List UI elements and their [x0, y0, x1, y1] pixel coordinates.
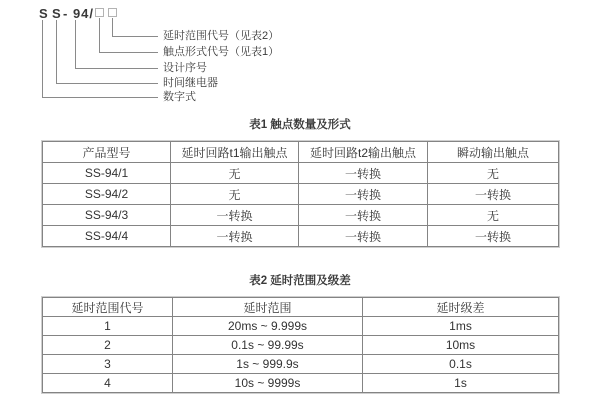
table2-cell: 4 [43, 374, 173, 393]
table1-cell: 一转换 [428, 184, 559, 205]
table1-header-cell: 延时回路t2输出触点 [299, 142, 428, 163]
table2-row [43, 374, 559, 393]
table1-cell: 一转换 [299, 163, 428, 184]
table1-cell: 无 [171, 184, 299, 205]
table2-cell: 10ms [363, 336, 559, 355]
table1-cell: SS-94/3 [43, 205, 171, 226]
model-designation-diagram [0, 0, 600, 110]
table2-cell: 1s ~ 999.9s [173, 355, 363, 374]
table1-header-cell: 延时回路t1输出触点 [171, 142, 299, 163]
table1-cell: 一转换 [171, 226, 299, 247]
table1-row [43, 226, 559, 247]
table2-header-cell: 延时范围 [173, 298, 363, 317]
table2-row [43, 317, 559, 336]
leader-lines [0, 0, 600, 110]
label-time-relay: 时间继电器 [163, 77, 218, 89]
table1-header-cell: 瞬动输出触点 [428, 142, 559, 163]
table2-cell: 10s ~ 9999s [173, 374, 363, 393]
table1-title: 表1 触点数量及形式 [249, 119, 351, 131]
table2-header-cell: 延时级差 [363, 298, 559, 317]
table1-header-row [43, 142, 559, 163]
label-delay-range-code: 延时范围代号（见表2） [163, 30, 280, 42]
table2-cell: 0.1s [363, 355, 559, 374]
table1-row [43, 205, 559, 226]
label-design-serial: 设计序号 [163, 62, 207, 74]
table1-cell: 一转换 [299, 226, 428, 247]
table1-contact-forms [42, 141, 559, 247]
table1-row [43, 163, 559, 184]
table2-cell: 1 [43, 317, 173, 336]
label-digital-type: 数字式 [163, 91, 196, 103]
table1-cell: 一转换 [428, 226, 559, 247]
table1-cell: 一转换 [171, 205, 299, 226]
model-char-digital: S [39, 6, 49, 21]
model-serial-text: - 94/ [63, 6, 95, 21]
table1-cell: 一转换 [299, 184, 428, 205]
table1-cell: SS-94/2 [43, 184, 171, 205]
table2-cell: 3 [43, 355, 173, 374]
table2-title: 表2 延时范围及级差 [249, 275, 351, 287]
table2-cell: 1s [363, 374, 559, 393]
table1-row [43, 184, 559, 205]
table1-header-cell: 产品型号 [43, 142, 171, 163]
table1-cell: 无 [171, 163, 299, 184]
table1-cell: SS-94/4 [43, 226, 171, 247]
table1-cell: SS-94/1 [43, 163, 171, 184]
table2-cell: 20ms ~ 9.999s [173, 317, 363, 336]
table2-cell: 1ms [363, 317, 559, 336]
table2-cell: 0.1s ~ 99.99s [173, 336, 363, 355]
label-contact-form-code: 触点形式代号（见表1） [163, 46, 280, 58]
table2-row [43, 336, 559, 355]
table2-header-row [43, 298, 559, 317]
table1-cell: 一转换 [299, 205, 428, 226]
table1-cell: 无 [428, 205, 559, 226]
table2-delay-ranges [42, 297, 559, 393]
model-char-relay: S [52, 6, 62, 21]
table1-cell: 无 [428, 163, 559, 184]
table2-header-cell: 延时范围代号 [43, 298, 173, 317]
table2-cell: 2 [43, 336, 173, 355]
table2-row [43, 355, 559, 374]
